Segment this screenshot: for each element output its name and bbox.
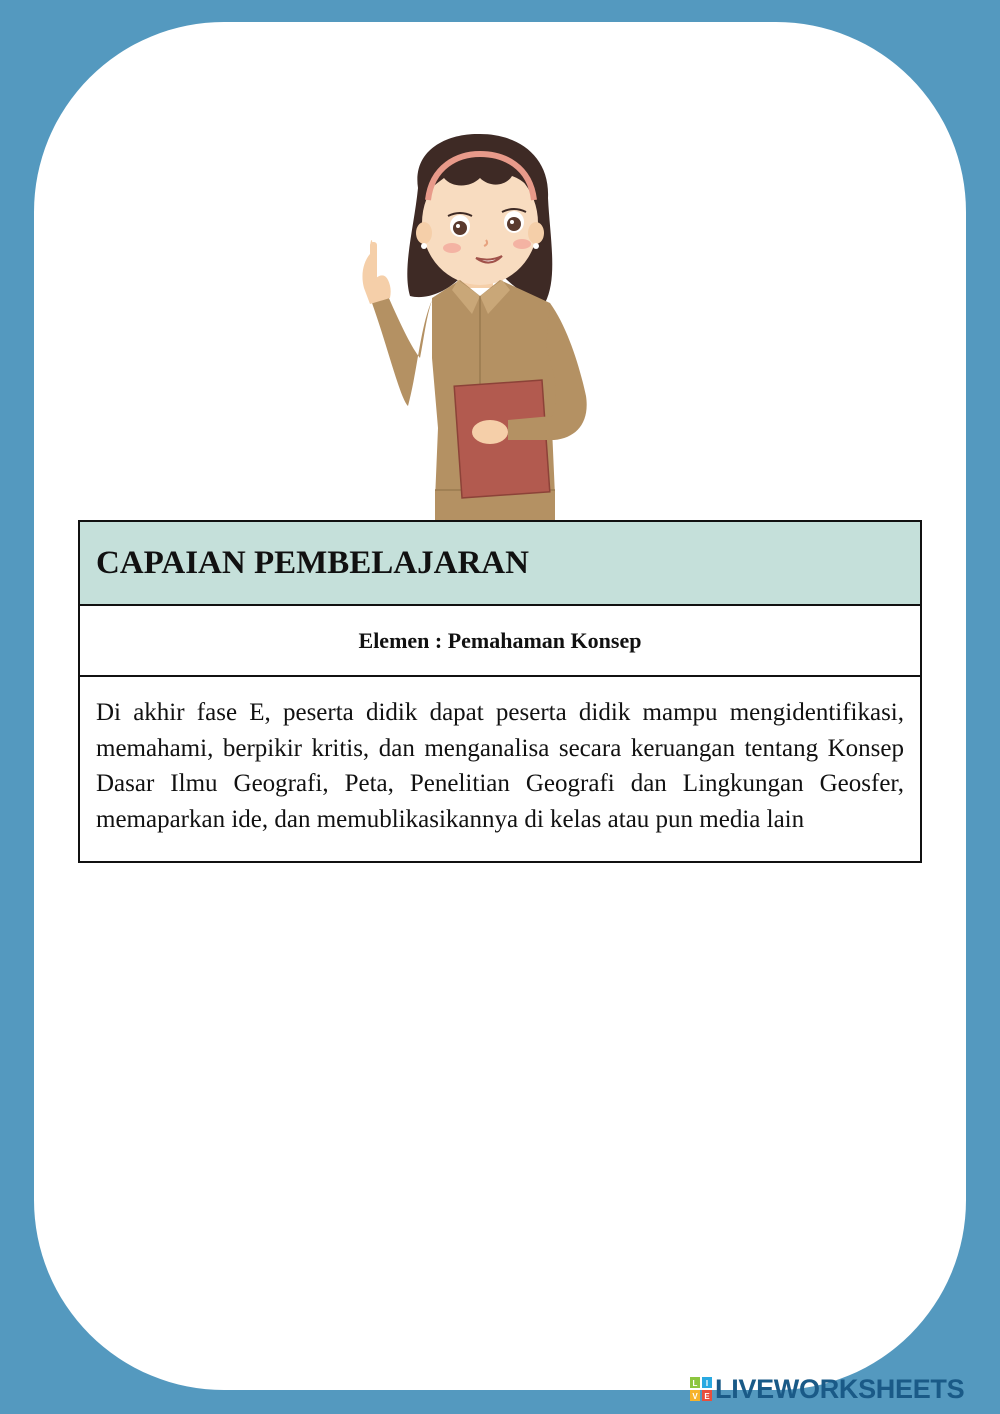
element-label: Elemen : Pemahaman Konsep: [80, 606, 920, 677]
liveworksheets-watermark: [690, 1374, 964, 1404]
svg-text:L: L: [692, 1379, 698, 1388]
teacher-illustration: [340, 128, 620, 523]
capaian-description: Di akhir fase E, peserta didik dapat peserta didik mampu mengidentifikasi, memahami, berpikir kritis, dan menganalisa secara keruangan tentang Konsep Dasar Ilmu Geografi, Peta, Penelitian Geografi dan Lingkungan Geosfer, memaparkan ide, dan memublikasikannya di kelas atau pun media lain: [96, 699, 904, 833]
svg-text:I: I: [705, 1379, 709, 1388]
watermark-text: LIVEWORKSHEETS: [715, 1373, 965, 1404]
capaian-table: [78, 520, 922, 863]
live-badge-icon: [690, 1377, 712, 1401]
svg-text:V: V: [692, 1392, 698, 1401]
capaian-title: CAPAIAN PEMBELAJARAN: [80, 522, 920, 606]
svg-text:E: E: [704, 1392, 710, 1401]
